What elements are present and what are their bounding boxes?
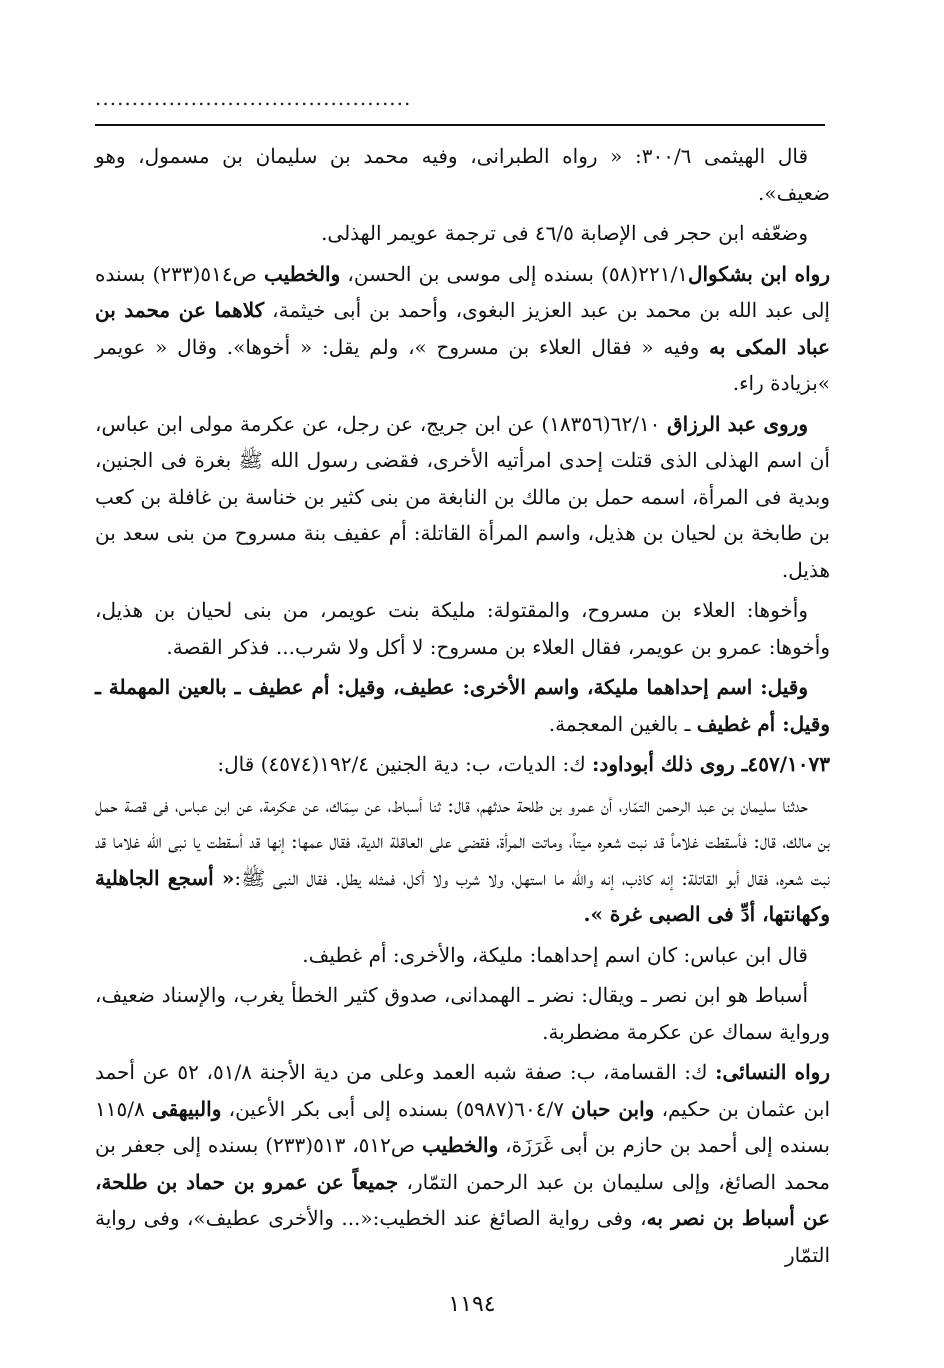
- paragraph: [95, 669, 830, 742]
- top-dotted-line: ...........................................: [95, 86, 412, 110]
- bold-text-segment: « أسجع الجاهلية وكهانتها، أدِّ فى الصبى غرة ».: [95, 865, 830, 926]
- bold-text-segment: والخطيب: [421, 1133, 499, 1157]
- bold-text-segment: وروى عبد الرزاق: [667, 411, 808, 436]
- paragraph: [95, 256, 830, 402]
- bold-text-segment: والخطيب: [263, 261, 341, 286]
- paragraph: [95, 977, 830, 1050]
- bold-text-segment: جميعاً عن عمرو بن حماد بن طلحة، عن أسباط بن نصر به: [95, 1169, 830, 1230]
- text-segment: وأخوها: العلاء بن مسروح، والمقتولة: مليكة بنت عويمر، من بنى لحيان بن هذيل، وأخوها: عمرو بن عويمر، فقال العلاء بن مسروح: لا أكل ولا شرب... فذكر القصة.: [95, 598, 830, 659]
- text-segment: حدثنا سليمان بن عبد الرحمن التمّار، أن عمرو بن طلحة حدثهم، قال: ثنا أسباط، عن سِمَاك، عن عكرمة، عن ابن عباس، فى قصة حمل بن مالك، قال: فأسقطت غلاماً قد نبت شعره ميتاً، وماتت المرأة، فقضى على العاقلة الدية، فقال عمها: إنها قد أسقطت يا نبى الله غلاما قد نبت شعره، فقال أبو القاتلة: إنه كاذب، إنه والله ما استهل، ولا شرب ولا أكل، فمثله يطل. فقال النبى ﷺ:: [95, 792, 830, 890]
- paragraph: [95, 787, 830, 933]
- text-segment: أسباط هو ابن نصر ـ ويقال: نضر ـ الهمدانى، صدوق كثير الخطأ يغرب، والإسناد ضعيف، ورواية سماك عن عكرمة مضطربة.: [95, 983, 830, 1044]
- text-segment: ـ بالغين المعجمة.: [548, 711, 697, 736]
- bold-text-segment: رواه ابن بشكوال: [687, 261, 830, 286]
- text-segment: ص٥١٢، ٥١٣(٢٣٣) بسنده إلى جعفر بن محمد الصائغ، وإلى سليمان بن عبد الرحمن التمّار،: [95, 1133, 830, 1194]
- paragraph: [95, 592, 830, 665]
- bold-text-segment: وابن حبان: [571, 1096, 655, 1121]
- text-segment: ٦٢/١٠(١٨٣٥٦) عن ابن جريج، عن رجل، عن عكرمة مولى ابن عباس، أن اسم الهذلى الذى قتلت إحدى امرأتيه الأخرى، فقضى رسول الله ﷺ بغرة فى الجنين، وبدية فى المرأة، اسمه حمل بن مالك بن النابغة من بنى كثير بن خناسة بن غافلة بن كعب بن طابخة بن لحيان بن هذيل، واسم المرأة القاتلة: أم عفيف بنة مسروح من بنى سعد بن هذيل.: [95, 411, 830, 582]
- text-segment: ١١٥/٨ بسنده إلى أحمد بن حازم بن أبى غَرَزَة،: [95, 1096, 830, 1157]
- bold-text-segment: وقيل: اسم إحداهما مليكة، واسم الأخرى: عطيف، وقيل: أم عطيف ـ بالعين المهملة ـ وقيل: أم غطيف: [95, 675, 830, 736]
- paragraph: [95, 215, 830, 252]
- bold-text-segment: ٤٥٧/١٠٧٣ـ روى ذلك أبوداود:: [592, 752, 830, 776]
- paragraph: [95, 138, 830, 211]
- header-rule: [95, 124, 825, 126]
- bold-text-segment: والبيهقى: [151, 1096, 222, 1121]
- bold-text-segment: رواه النسائى:: [715, 1060, 830, 1084]
- bold-text-segment: كلاهما عن محمد بن عباد المكى به: [95, 298, 830, 359]
- paragraph: [95, 746, 830, 783]
- text-segment: وفيه « فقال العلاء بن مسروح »، ولم يقل: « أخوها». وقال « عويمر »بزيادة راء.: [95, 334, 830, 395]
- paragraph: [95, 937, 830, 974]
- text-segment: وضعّفه ابن حجر فى الإصابة ٤٦/٥ فى ترجمة عويمر الهذلى.: [321, 221, 808, 245]
- text-segment: ص٥١٤(٢٣٣) بسنده إلى عبد الله بن محمد بن عبد العزيز البغوى، وأحمد بن أبى خيثمة،: [95, 261, 830, 322]
- text-segment: ك: الديات، ب: دية الجنين ١٩٢/٤(٤٥٧٤) قال:: [217, 752, 593, 776]
- text-segment: ك: القسامة، ب: صفة شبه العمد وعلى من دية الأجنة ٥١/٨، ٥٢ عن أحمد ابن عثمان بن حكيم،: [95, 1060, 831, 1121]
- text-segment: ٦٠٤/٧(٥٩٨٧) بسنده إلى أبى بكر الأعين،: [221, 1096, 572, 1121]
- text-segment: قال الهيثمى ٣٠٠/٦: « رواه الطبرانى، وفيه محمد بن سليمان بن مسمول، وهو ضعيف».: [95, 144, 830, 205]
- paragraph: [95, 1054, 830, 1273]
- text-segment: ٢٢١/١(٥٨) بسنده إلى موسى بن الحسن،: [340, 261, 688, 286]
- body-text: [95, 138, 830, 1277]
- text-segment: ، وفى رواية الصائغ عند الخطيب:«... والأخرى عطيف»، وفى رواية التمّار: [95, 1206, 830, 1267]
- text-segment: قال ابن عباس: كان اسم إحداهما: مليكة، والأخرى: أم غطيف.: [302, 942, 808, 967]
- paragraph: [95, 406, 830, 589]
- page-number: ١١٩٤: [448, 1292, 496, 1317]
